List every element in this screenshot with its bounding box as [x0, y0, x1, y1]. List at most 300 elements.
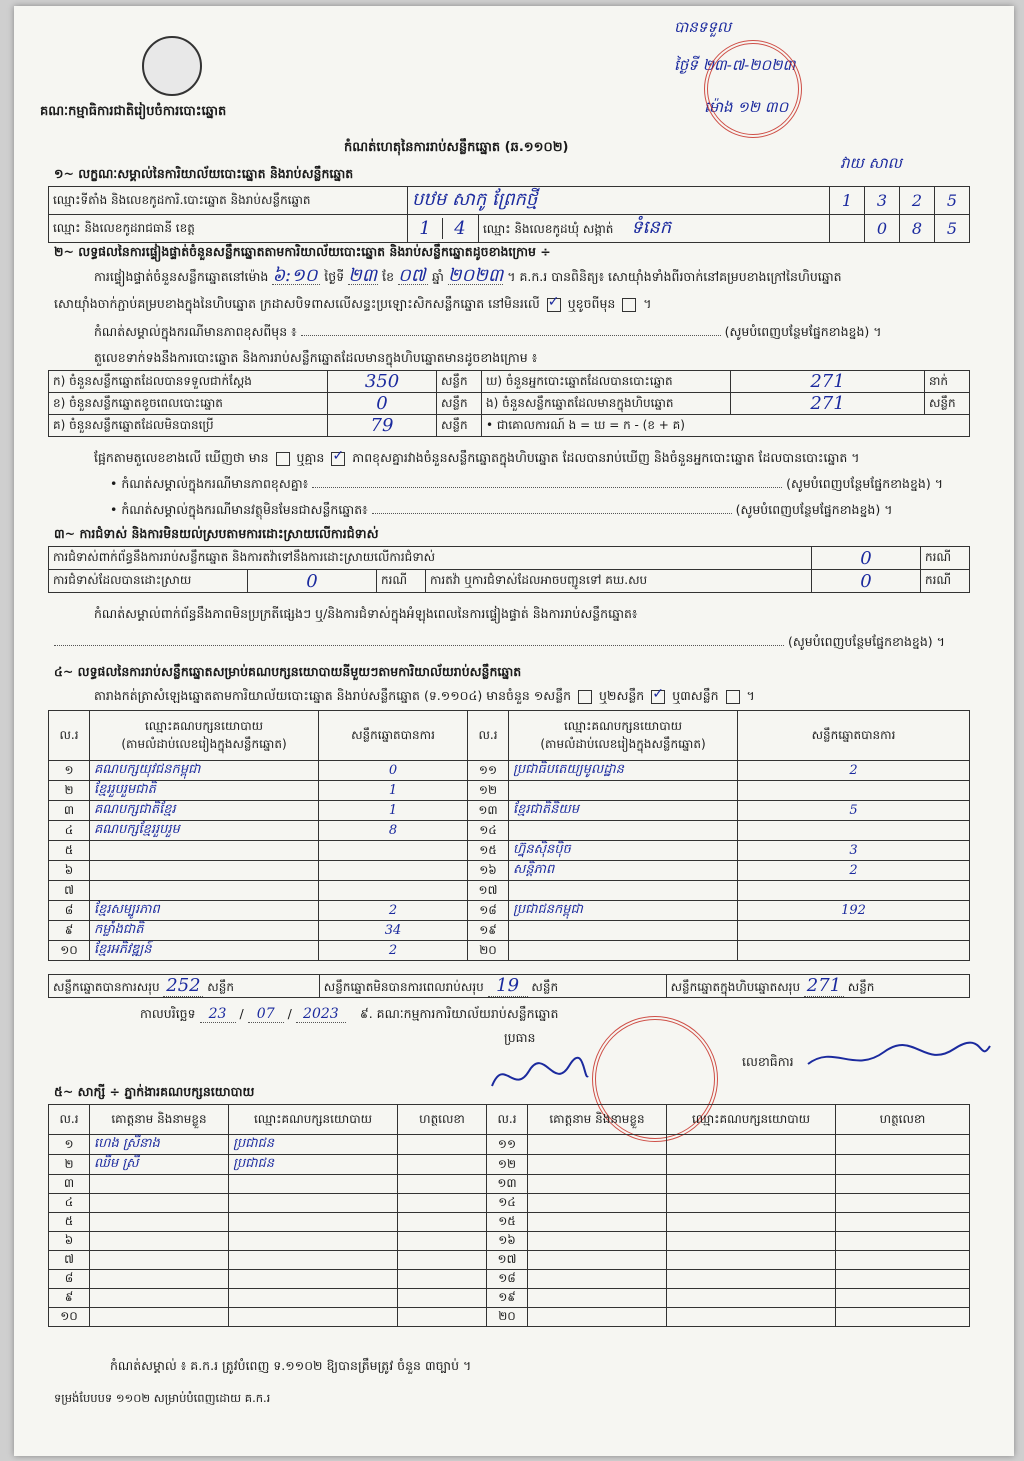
row-number: ១៣ — [487, 1175, 528, 1194]
fill-hint: (សូមបំពេញបន្ថែមផ្នែកខាងខ្នង) ។ — [724, 324, 882, 339]
bullet-note-2 — [110, 502, 970, 518]
witness-party — [229, 1270, 398, 1289]
commune-cell — [479, 215, 830, 243]
witness-party: ប្រជាជន — [229, 1155, 398, 1175]
witness-signature — [398, 1155, 487, 1175]
witness-name — [528, 1175, 667, 1194]
row-number: ៧ — [49, 881, 90, 901]
valid-votes: 2 — [319, 901, 468, 921]
row-number: ១៣ — [468, 801, 509, 821]
witness-signature — [398, 1289, 487, 1308]
witness-name — [528, 1251, 667, 1270]
check-year: ២០២៣ — [447, 265, 504, 286]
bullet1-label: • កំណត់សម្គាល់ក្នុងករណីមានភាពខុសគ្នា៖ — [110, 476, 309, 491]
result-row — [49, 801, 970, 821]
section4-heading: ៤~ លទ្ធផលនៃការរាប់សន្លឹកឆ្នោតសម្រាប់គណបក្សនយោបាយនីមួយៗតាមការិយាល័យរាប់សន្លឹកឆ្នោត — [54, 664, 522, 679]
col-no: ល.រ — [49, 1105, 90, 1135]
secretary-label: លេខាធិការ — [742, 1054, 794, 1069]
tally-sheets-line: តារាងកត់ត្រាសំឡេងឆ្នោតតាមការិយាល័យបោះឆ្នោត និងរាប់សន្លឹកឆ្នោត (ទ.១១០៤) មានចំនួន ១សន្លឹក ឬ២សន្លឹក ✓ ឬ៣សន្លឹក ។ — [94, 688, 755, 704]
tally-text: តារាងកត់ត្រាសំឡេងឆ្នោតតាមការិយាល័យបោះឆ្នោត និងរាប់សន្លឹកឆ្នោត (ទ.១១០៤) មានចំនួន ១សន្លឹក — [94, 688, 572, 703]
p4-text: ផ្អែកតាមតួលេខខាងលើ ឃើញថា មាន — [94, 450, 269, 465]
total-box-value: 271 — [804, 975, 844, 997]
party-results-table — [48, 710, 970, 961]
row-number: ១០ — [49, 941, 90, 961]
row-number: ១៥ — [468, 841, 509, 861]
total-valid-value: 252 — [163, 975, 203, 997]
witness-row — [49, 1155, 970, 1175]
witness-signature — [836, 1251, 970, 1270]
witness-row — [49, 1175, 970, 1194]
p1-day-label: ថ្ងៃទី — [324, 269, 345, 284]
province-label: ឈ្មោះ និងលេខកូដរាជធានី ខេត្ត — [49, 215, 408, 243]
party-name — [90, 881, 319, 901]
witness-party — [229, 1213, 398, 1232]
witness-name — [90, 1175, 229, 1194]
province-digit: 4 — [442, 218, 477, 239]
col-party: ឈ្មោះគណបក្សនយោបាយ — [667, 1105, 836, 1135]
witness-party — [667, 1194, 836, 1213]
witness-party — [229, 1289, 398, 1308]
party-name: គណបក្សយុវជនកម្ពុជា — [90, 761, 319, 781]
witness-party — [667, 1213, 836, 1232]
discrepancy-line — [94, 450, 860, 466]
figures-row — [49, 393, 970, 415]
province-code — [408, 215, 479, 243]
party-name: គណបក្សខ្មែររួបរួម — [90, 821, 319, 841]
section5-heading: ៥~ សាក្សី ÷ ភ្នាក់ងារគណបក្សនយោបាយ — [54, 1084, 255, 1099]
party-name — [509, 921, 738, 941]
section1-heading: ១~ លក្ខណៈសម្គាល់នៃការិយាល័យបោះឆ្នោត និងរាប់សន្លឹកឆ្នោត — [54, 166, 354, 181]
party-name: ហ្វ៊ុនស៊ិនប៉ិច — [509, 841, 738, 861]
witness-signature — [836, 1232, 970, 1251]
appeal-value: 0 — [812, 570, 921, 593]
valid-votes: 2 — [738, 761, 970, 781]
witness-signature — [836, 1213, 970, 1232]
witness-party — [667, 1232, 836, 1251]
section2-paragraph2: សោយ៉ាំងចាក់ភ្ជាប់គម្របខាងក្នុងនៃហិបឆ្នោត ក្រដាសបិទពាសលើសន្ទះប្រឡោះសិកសន្លឹកឆ្នោត នៅមិនរលើ ✓ ឬខូចពីមុន ។ — [54, 296, 652, 312]
two-sheets-checkbox[interactable] — [651, 690, 665, 704]
row-number: ៩ — [49, 1289, 90, 1308]
valid-votes — [738, 921, 970, 941]
ballot-count-form — [14, 6, 1014, 1456]
row-number: ១ — [49, 761, 90, 781]
row-number: ១៩ — [468, 921, 509, 941]
valid-votes — [319, 841, 468, 861]
witness-signature — [398, 1270, 487, 1289]
witness-note: កំណត់សម្គាល់ ៖ គ.ក.រ ត្រូវបំពេញ ទ.១១០២ ឱ្យបានត្រឹមត្រូវ ចំនួន ៣ច្បាប់ ។ — [110, 1358, 472, 1373]
one-sheet-checkbox[interactable] — [578, 690, 592, 704]
resolved-label: ការជំទាស់ដែលបានដោះស្រាយ — [49, 570, 248, 593]
witness-signature — [398, 1232, 487, 1251]
note1-label: កំណត់សម្គាល់ក្នុងករណីមានភាពខុសពីមុន ៖ — [94, 324, 297, 339]
witness-name — [528, 1308, 667, 1327]
complaints-unit: ករណី — [921, 547, 970, 570]
damaged-checkbox[interactable] — [622, 298, 636, 312]
result-row — [49, 841, 970, 861]
result-row — [49, 781, 970, 801]
commune-digit: 8 — [900, 215, 935, 243]
valid-votes: 0 — [319, 761, 468, 781]
figures-table — [48, 370, 970, 437]
witness-signature — [398, 1213, 487, 1232]
witness-row — [49, 1289, 970, 1308]
col-no: ល.រ — [487, 1105, 528, 1135]
col-votes: សន្លឹកឆ្នោតបានការ — [319, 711, 468, 761]
irregularities-note: កំណត់សម្គាល់ពាក់ព័ន្ធនឹងភាពមិនប្រក្រតីផ្សេងៗ ឬ/និងការជំទាស់ក្នុងអំឡុងពេលនៃការផ្ទៀងផ្ទាត់ និងការរាប់សន្លឹកឆ្នោត៖ — [94, 606, 638, 621]
witness-signature — [836, 1289, 970, 1308]
figure-unit: សន្លឹក — [437, 393, 482, 415]
check-month: ០៧ — [398, 268, 428, 285]
row-number: ៤ — [49, 1194, 90, 1213]
witness-party — [229, 1194, 398, 1213]
p1-year-label: ឆ្នាំ — [431, 269, 444, 284]
received-date: ថ្ងៃទី ២៣-៧-២០២៣ — [674, 56, 796, 74]
col-party — [90, 711, 319, 761]
row-number: ៥ — [49, 841, 90, 861]
row-number: ៨ — [49, 901, 90, 921]
witness-party — [667, 1155, 836, 1175]
witness-name: ឈឹម ស្រី — [90, 1155, 229, 1175]
section3-heading: ៣~ ការជំទាស់ និងការមិនយល់ស្របតាមការដោះស្រាយលើការជំទាស់ — [54, 526, 379, 541]
committee-name: គណៈកម្មាធិការជាតិរៀបចំការបោះឆ្នោត — [40, 104, 227, 119]
p4-text-end: ភាពខុសគ្នារវាងចំនួនសន្លឹកឆ្នោតក្នុងហិបឆ្នោត ដែលបានរាប់ឃើញ និងចំនួនអ្នកបោះឆ្នោត ដែលបានបោះឆ្នោត ។ — [352, 450, 860, 465]
party-name — [90, 841, 319, 861]
party-name — [509, 781, 738, 801]
witness-name — [90, 1308, 229, 1327]
valid-votes — [738, 821, 970, 841]
party-name — [509, 941, 738, 961]
row-number: ២ — [49, 1155, 90, 1175]
valid-votes: 3 — [738, 841, 970, 861]
appeal-label: ការតវ៉ា ឬការជំទាស់ដែលអាចបញ្ជូនទៅ គឃ.សប — [426, 570, 812, 593]
figure-label: ខ) ចំនួនសន្លឹកឆ្នោតខូចពេលបោះឆ្នោត — [49, 393, 328, 415]
location-label: ឈ្មោះទីតាំង និងលេខកូដការិ.បោះឆ្នោត និងរាប់សន្លឹកឆ្នោត — [49, 187, 408, 215]
witness-signature — [836, 1270, 970, 1289]
figures-row — [49, 371, 970, 393]
fill-hint: (សូមបំពេញបន្ថែមផ្នែកខាងខ្នង) ។ — [786, 476, 943, 491]
row-number: ៨ — [49, 1270, 90, 1289]
p2-text: សោយ៉ាំងចាក់ភ្ជាប់គម្របខាងក្នុងនៃហិបឆ្នោត ក្រដាសបិទពាសលើសន្ទះប្រឡោះសិកសន្លឹកឆ្នោត នៅមិនរលើ — [54, 296, 540, 311]
row-number: ៣ — [49, 1175, 90, 1194]
row-number: ១៤ — [468, 821, 509, 841]
code-digit: 3 — [865, 187, 900, 215]
witness-party — [229, 1251, 398, 1270]
witness-party — [667, 1289, 836, 1308]
valid-votes — [319, 861, 468, 881]
party-name: គណបក្សជាតិខ្មែរ — [90, 801, 319, 821]
total-box — [666, 975, 969, 998]
row-number: ១៨ — [487, 1270, 528, 1289]
witness-name — [528, 1213, 667, 1232]
valid-votes — [738, 941, 970, 961]
chair-signature — [484, 1046, 594, 1106]
witness-party — [667, 1135, 836, 1155]
complaints-value: 0 — [812, 547, 921, 570]
has-discrepancy-checkbox[interactable] — [276, 452, 290, 466]
complaints-table — [48, 546, 970, 593]
row-number: ៣ — [49, 801, 90, 821]
p1-text: ការផ្ទៀងផ្ទាត់ចំនួនសន្លឹកឆ្នោតនៅម៉ោង — [94, 269, 269, 284]
nec-logo — [142, 36, 202, 96]
valid-votes: 34 — [319, 921, 468, 941]
formula-note: • ជាគោលការណ៍ ង = ឃ = ក - (ខ + គ) — [482, 415, 970, 437]
figure-value: 0 — [328, 393, 437, 415]
party-name — [509, 881, 738, 901]
party-name: ប្រជាធិបតេយ្យមូលដ្ឋាន — [509, 761, 738, 781]
province-digit: 1 — [419, 218, 431, 239]
row-number: ៤ — [49, 821, 90, 841]
witness-signature — [398, 1175, 487, 1194]
witness-row — [49, 1270, 970, 1289]
witness-signature — [836, 1308, 970, 1327]
red-stamp-top — [704, 40, 802, 138]
row-number: ១១ — [487, 1135, 528, 1155]
row-number: ១៦ — [468, 861, 509, 881]
row-number: ៩ — [49, 921, 90, 941]
date-line: កាលបរិច្ឆេទ 23 / 07 / 2023 ៩. គណៈកម្មការការិយាល័យរាប់សន្លឹកឆ្នោត — [140, 1006, 559, 1022]
check-time: ៦:១០ — [272, 268, 320, 285]
section1-table — [48, 186, 970, 243]
row-number: ១៨ — [468, 901, 509, 921]
commune-digit: 0 — [865, 215, 900, 243]
col-party-label: ឈ្មោះគណបក្សនយោបាយ — [144, 718, 264, 733]
witness-name — [90, 1289, 229, 1308]
total-unit: សន្លឹក — [531, 980, 559, 994]
col-no: ល.រ — [468, 711, 509, 761]
witness-signature — [398, 1308, 487, 1327]
section2-paragraph1 — [94, 265, 842, 286]
witness-name — [90, 1213, 229, 1232]
witness-signature — [398, 1194, 487, 1213]
witness-signature — [398, 1135, 487, 1155]
col-party-sub: (តាមលំដាប់លេខរៀងក្នុងសន្លឹកឆ្នោត) — [540, 736, 706, 751]
witness-name — [528, 1194, 667, 1213]
figure-value: 271 — [731, 371, 925, 393]
valid-votes — [319, 881, 468, 901]
witness-signature — [836, 1135, 970, 1155]
figure-unit: សន្លឹក — [437, 415, 482, 437]
row-number: ១២ — [468, 781, 509, 801]
date-label: កាលបរិច្ឆេទ — [140, 1006, 196, 1021]
bullet2-label: • កំណត់សម្គាល់ក្នុងករណីមានវត្ថុមិនមែនជាសន្លឹកឆ្នោត៖ — [110, 502, 368, 517]
no-discrepancy-checkbox[interactable] — [331, 452, 345, 466]
witness-party — [667, 1251, 836, 1270]
col-votes: សន្លឹកឆ្នោតបានការ — [738, 711, 970, 761]
col-no: ល.រ — [49, 711, 90, 761]
figure-label: គ) ចំនួនសន្លឹកឆ្នោតដែលមិនបានប្រើ — [49, 415, 328, 437]
figure-value: 271 — [731, 393, 925, 415]
check-day: ២៣ — [348, 265, 378, 286]
resolved-value: 0 — [248, 570, 377, 593]
totals-table — [48, 974, 970, 998]
commune-value: ទំនេក — [631, 217, 672, 238]
figures-intro: តួលេខទាក់ទងនឹងការបោះឆ្នោត និងការរាប់សន្លឹកឆ្នោតដែលមានក្នុងហិបឆ្នោតមានដូចខាងក្រោម ៖ — [94, 350, 538, 365]
three-sheets-checkbox[interactable] — [726, 690, 740, 704]
witness-party — [667, 1308, 836, 1327]
valid-votes: 1 — [319, 801, 468, 821]
witness-name — [90, 1232, 229, 1251]
commune-digit: 5 — [935, 215, 970, 243]
received-time: ម៉ោង ១២ ៣០ — [704, 98, 789, 116]
p1-month-label: ខែ — [382, 269, 395, 284]
total-invalid — [319, 975, 666, 998]
witness-name — [528, 1270, 667, 1289]
witness-signature — [836, 1175, 970, 1194]
total-invalid-value: 19 — [488, 975, 528, 997]
valid-votes — [738, 781, 970, 801]
witness-row — [49, 1308, 970, 1327]
row-number: ១៥ — [487, 1213, 528, 1232]
row-number: ១០ — [49, 1308, 90, 1327]
witness-name — [90, 1270, 229, 1289]
valid-votes: 5 — [738, 801, 970, 821]
witness-party — [667, 1270, 836, 1289]
margin-note: វាយ សាល — [840, 154, 902, 172]
row-number: ៦ — [49, 1232, 90, 1251]
fill-hint: (សូមបំពេញបន្ថែមផ្នែកខាងខ្នង) ។ — [735, 502, 893, 517]
two-sheets-label: ឬ២សន្លឹក — [599, 688, 645, 703]
witness-name — [528, 1232, 667, 1251]
date-day: 23 — [200, 1006, 236, 1023]
irregularities-line — [54, 634, 974, 650]
witness-row — [49, 1213, 970, 1232]
figure-unit: សន្លឹក — [437, 371, 482, 393]
witness-signature — [398, 1251, 487, 1270]
code-digit: 2 — [900, 187, 935, 215]
row-number: ១៤ — [487, 1194, 528, 1213]
p2-damaged-label: ឬខូចពីមុន — [567, 296, 616, 311]
total-box-label: សន្លឹកឆ្នោតក្នុងហិបឆ្នោតសរុប — [670, 980, 801, 994]
party-name — [90, 861, 319, 881]
row-number: ២០ — [487, 1308, 528, 1327]
total-unit: សន្លឹក — [847, 980, 875, 994]
witness-name — [528, 1289, 667, 1308]
p4-none-label: ឬគ្មាន — [296, 450, 325, 465]
form-title: កំណត់ហេតុនៃការរាប់សន្លឹកឆ្នោត (ឆ.១១០២) — [344, 140, 569, 155]
col-party — [509, 711, 738, 761]
valid-votes: 1 — [319, 781, 468, 801]
location-value: បឋម សាកូ ព្រែកថ្មី — [408, 187, 830, 215]
witness-name — [528, 1135, 667, 1155]
total-valid-label: សន្លឹកឆ្នោតបានការសរុប — [53, 980, 160, 994]
row-number: ៥ — [49, 1213, 90, 1232]
row-number: ១៧ — [487, 1251, 528, 1270]
col-signature: ហត្ថលេខា — [836, 1105, 970, 1135]
valid-votes — [738, 881, 970, 901]
col-party: ឈ្មោះគណបក្សនយោបាយ — [229, 1105, 398, 1135]
party-name: ប្រជាជនកម្ពុជា — [509, 901, 738, 921]
witness-party: ប្រជាជន — [229, 1135, 398, 1155]
total-invalid-label: សន្លឹកឆ្នោតមិនបានការពេលរាប់សរុប — [323, 980, 484, 994]
date-month: 07 — [248, 1006, 284, 1023]
date-year: 2023 — [296, 1006, 346, 1023]
bullet-note-1 — [110, 476, 970, 492]
party-name: ខ្មែរសម្បូរភាព — [90, 901, 319, 921]
appeal-unit: ករណី — [921, 570, 970, 593]
result-row — [49, 821, 970, 841]
witness-name: ហេង ស្រីនាង — [90, 1135, 229, 1155]
row-number: ២០ — [468, 941, 509, 961]
figure-unit: សន្លឹក — [925, 393, 970, 415]
witness-name — [90, 1194, 229, 1213]
result-row — [49, 881, 970, 901]
footer-text: ទម្រង់បែបបទ ១១០២ សម្រាប់បំពេញដោយ គ.ក.រ — [54, 1391, 271, 1405]
witness-row — [49, 1194, 970, 1213]
resolved-unit: ករណី — [377, 570, 426, 593]
three-sheets-label: ឬ៣សន្លឹក — [672, 688, 719, 703]
witness-row — [49, 1251, 970, 1270]
witness-row — [49, 1135, 970, 1155]
witness-party — [667, 1175, 836, 1194]
fill-hint: (សូមបំពេញបន្ថែមផ្នែកខាងខ្នង) ។ — [787, 634, 945, 649]
party-name: ខ្មែរអភិវឌ្ឍន៍ — [90, 941, 319, 961]
p1-text-end: ។ គ.ក.រ បានពិនិត្យ៖ សោយ៉ាំងទាំងពីរចាក់នៅគម្របខាងក្រៅនៃហិបឆ្នោត — [507, 269, 842, 284]
figure-label: ង) ចំនួនសន្លឹកឆ្នោតដែលមានក្នុងហិបឆ្នោត — [482, 393, 731, 415]
party-name: កម្លាំងជាតិ — [90, 921, 319, 941]
commune-label: ឈ្មោះ និងលេខកូដឃុំ សង្កាត់ — [483, 222, 614, 236]
figure-label: ក) ចំនួនសន្លឹកឆ្នោតដែលបានទទួលជាក់ស្តែង — [49, 371, 328, 393]
witness-signature — [836, 1194, 970, 1213]
secretary-signature — [804, 1034, 994, 1084]
received-note: បានទទួល — [674, 18, 732, 36]
col-name: គោត្តនាម និងនាមខ្លួន — [90, 1105, 229, 1135]
row-number: ១៩ — [487, 1289, 528, 1308]
result-row — [49, 941, 970, 961]
intact-checkbox[interactable] — [547, 298, 561, 312]
valid-votes: 8 — [319, 821, 468, 841]
result-row — [49, 861, 970, 881]
row-number: ១៦ — [487, 1232, 528, 1251]
witness-name — [90, 1251, 229, 1270]
witness-signature — [836, 1155, 970, 1175]
result-row — [49, 761, 970, 781]
col-name: គោត្តនាម និងនាមខ្លួន — [528, 1105, 667, 1135]
code-digit: 1 — [830, 187, 865, 215]
section2-heading: ២~ លទ្ធផលនៃការផ្ទៀងផ្ទាត់ចំនួនសន្លឹកឆ្នោតតាមការិយាល័យបោះឆ្នោត និងរាប់សន្លឹកឆ្នោតដូចខាងក្រោម ÷ — [54, 244, 551, 259]
note-row-1 — [94, 324, 974, 340]
col-party-sub: (តាមលំដាប់លេខរៀងក្នុងសន្លឹកឆ្នោត) — [121, 736, 287, 751]
row-number: ៦ — [49, 861, 90, 881]
row-number: ១២ — [487, 1155, 528, 1175]
figure-value: 79 — [328, 415, 437, 437]
complaints-label: ការជំទាស់ពាក់ព័ន្ធនឹងការរាប់សន្លឹកឆ្នោត និងការតវ៉ាទៅនឹងការដោះស្រាយលើការជំទាស់ — [49, 547, 812, 570]
witness-row — [49, 1232, 970, 1251]
party-name — [509, 821, 738, 841]
witness-party — [229, 1232, 398, 1251]
code-digit: 5 — [935, 187, 970, 215]
office-label: ៩. គណៈកម្មការការិយាល័យរាប់សន្លឹកឆ្នោត — [359, 1006, 559, 1021]
figure-label: ឃ) ចំនួនអ្នកបោះឆ្នោតដែលបានបោះឆ្នោត — [482, 371, 731, 393]
witness-party — [229, 1175, 398, 1194]
result-row — [49, 901, 970, 921]
witness-party — [229, 1308, 398, 1327]
figures-row — [49, 415, 970, 437]
party-name: ខ្មែរជាតិនិយម — [509, 801, 738, 821]
witness-table — [48, 1104, 970, 1327]
figure-unit: នាក់ — [925, 371, 970, 393]
party-name: សន្តិភាព — [509, 861, 738, 881]
col-party-label: ឈ្មោះគណបក្សនយោបាយ — [563, 718, 683, 733]
row-number: ១៧ — [468, 881, 509, 901]
valid-votes: 2 — [319, 941, 468, 961]
witness-name — [528, 1155, 667, 1175]
row-number: ១ — [49, 1135, 90, 1155]
total-unit: សន្លឹក — [207, 980, 234, 994]
valid-votes: 192 — [738, 901, 970, 921]
valid-votes: 2 — [738, 861, 970, 881]
total-valid — [49, 975, 320, 998]
col-signature: ហត្ថលេខា — [398, 1105, 487, 1135]
